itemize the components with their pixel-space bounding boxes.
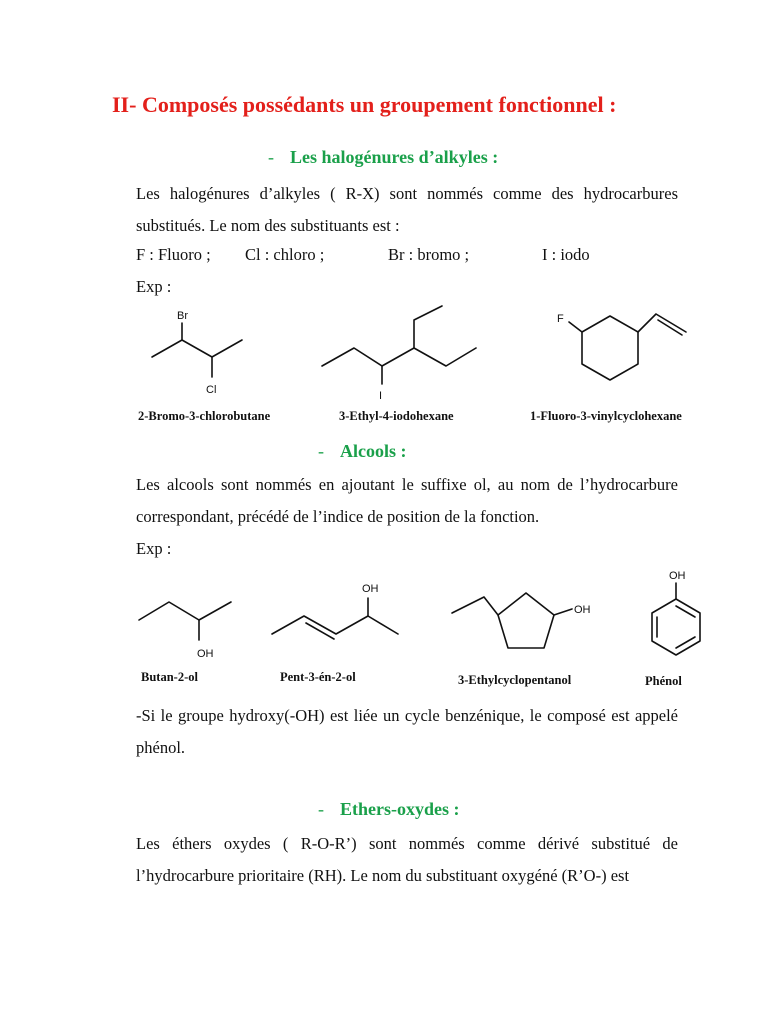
- bond-c-oh: [554, 609, 572, 615]
- section-dash: -: [268, 147, 274, 167]
- atom-oh: OH: [574, 604, 591, 616]
- section-heading-text: Les halogénures d’alkyles :: [290, 147, 499, 167]
- carbon-chain: [322, 348, 476, 366]
- section-heading-alcools: [318, 441, 407, 462]
- exp-label-alcools: Exp :: [136, 539, 172, 558]
- carbon-chain: [152, 340, 242, 357]
- molecule-1-fluoro-3-vinylcyclohexane: [552, 300, 712, 395]
- atom-f: F: [557, 313, 564, 325]
- ethyl-branch: [414, 306, 442, 348]
- section-dash: -: [318, 799, 324, 819]
- molecule-2-bromo-3-chlorobutane: [140, 305, 260, 405]
- atom-i: I: [379, 390, 383, 402]
- atom-oh: OH: [197, 648, 214, 660]
- caption-pent-3-en-2-ol: Pent-3-én-2-ol: [280, 670, 356, 684]
- halogenures-paragraph: Les halogénures d’alkyles ( R-X) sont nommés comme des hydrocarbures substitués. Le nom des substituants est :: [136, 184, 678, 235]
- atom-br: Br: [177, 310, 188, 322]
- section-heading-ethers: [318, 799, 460, 820]
- carbon-chain: [272, 616, 398, 634]
- atom-oh: OH: [362, 583, 379, 595]
- cyclohexane-ring: [582, 316, 638, 380]
- cyclopentane-ring: [498, 593, 554, 648]
- caption-butan-2-ol: Butan-2-ol: [141, 670, 198, 684]
- exp-label-halogenures: Exp :: [136, 277, 172, 296]
- page-title: II- Composés possédants un groupement fonctionnel :: [112, 92, 617, 117]
- carbon-chain: [139, 602, 231, 620]
- atom-cl: Cl: [206, 384, 217, 396]
- section-heading-halogenures: [268, 147, 498, 168]
- ethers-paragraph: Les éthers oxydes ( R-O-R’) sont nommés comme dérivé substitué de l’hydrocarbure prioritaire (RH). Le nom du substituant oxygéné (R’O-) est: [136, 834, 678, 885]
- section-dash: -: [318, 441, 324, 461]
- caption-3-ethyl-4-iodohexane: 3-Ethyl-4-iodohexane: [339, 409, 454, 423]
- molecule-phenol: [640, 565, 710, 665]
- molecule-pent-3-en-2-ol: [268, 578, 408, 648]
- molecule-3-ethylcyclopentanol: [446, 585, 611, 665]
- caption-phenol: Phénol: [645, 674, 682, 688]
- molecule-3-ethyl-4-iodohexane: [318, 300, 488, 405]
- ethyl-branch: [452, 597, 498, 615]
- section-heading-text: Alcools :: [340, 441, 407, 461]
- atom-oh: OH: [669, 570, 686, 582]
- benzene-ring: [652, 599, 700, 655]
- section-heading-text: Ethers-oxydes :: [340, 799, 460, 819]
- bond-c-f: [569, 322, 582, 332]
- alcools-paragraph: Les alcools sont nommés en ajoutant le suffixe ol, au nom de l’hydrocarbure correspondant, précédé de l’indice de position de la fonction.: [136, 475, 678, 526]
- substituent-fluoro: F : Fluoro ;: [136, 245, 211, 264]
- molecule-butan-2-ol: [135, 590, 245, 670]
- substituent-chloro: Cl : chloro ;: [245, 245, 325, 264]
- substituent-iodo: I : iodo: [542, 245, 590, 264]
- phenol-note: -Si le groupe hydroxy(-OH) est liée un cycle benzénique, le composé est appelé phénol.: [136, 706, 678, 757]
- caption-1-fluoro-3-vinylcyclohexane: 1-Fluoro-3-vinylcyclohexane: [530, 409, 682, 423]
- caption-3-ethylcyclopentanol: 3-Ethylcyclopentanol: [458, 673, 572, 687]
- substituent-bromo: Br : bromo ;: [388, 245, 470, 264]
- caption-2-bromo-3-chlorobutane: 2-Bromo-3-chlorobutane: [138, 409, 271, 423]
